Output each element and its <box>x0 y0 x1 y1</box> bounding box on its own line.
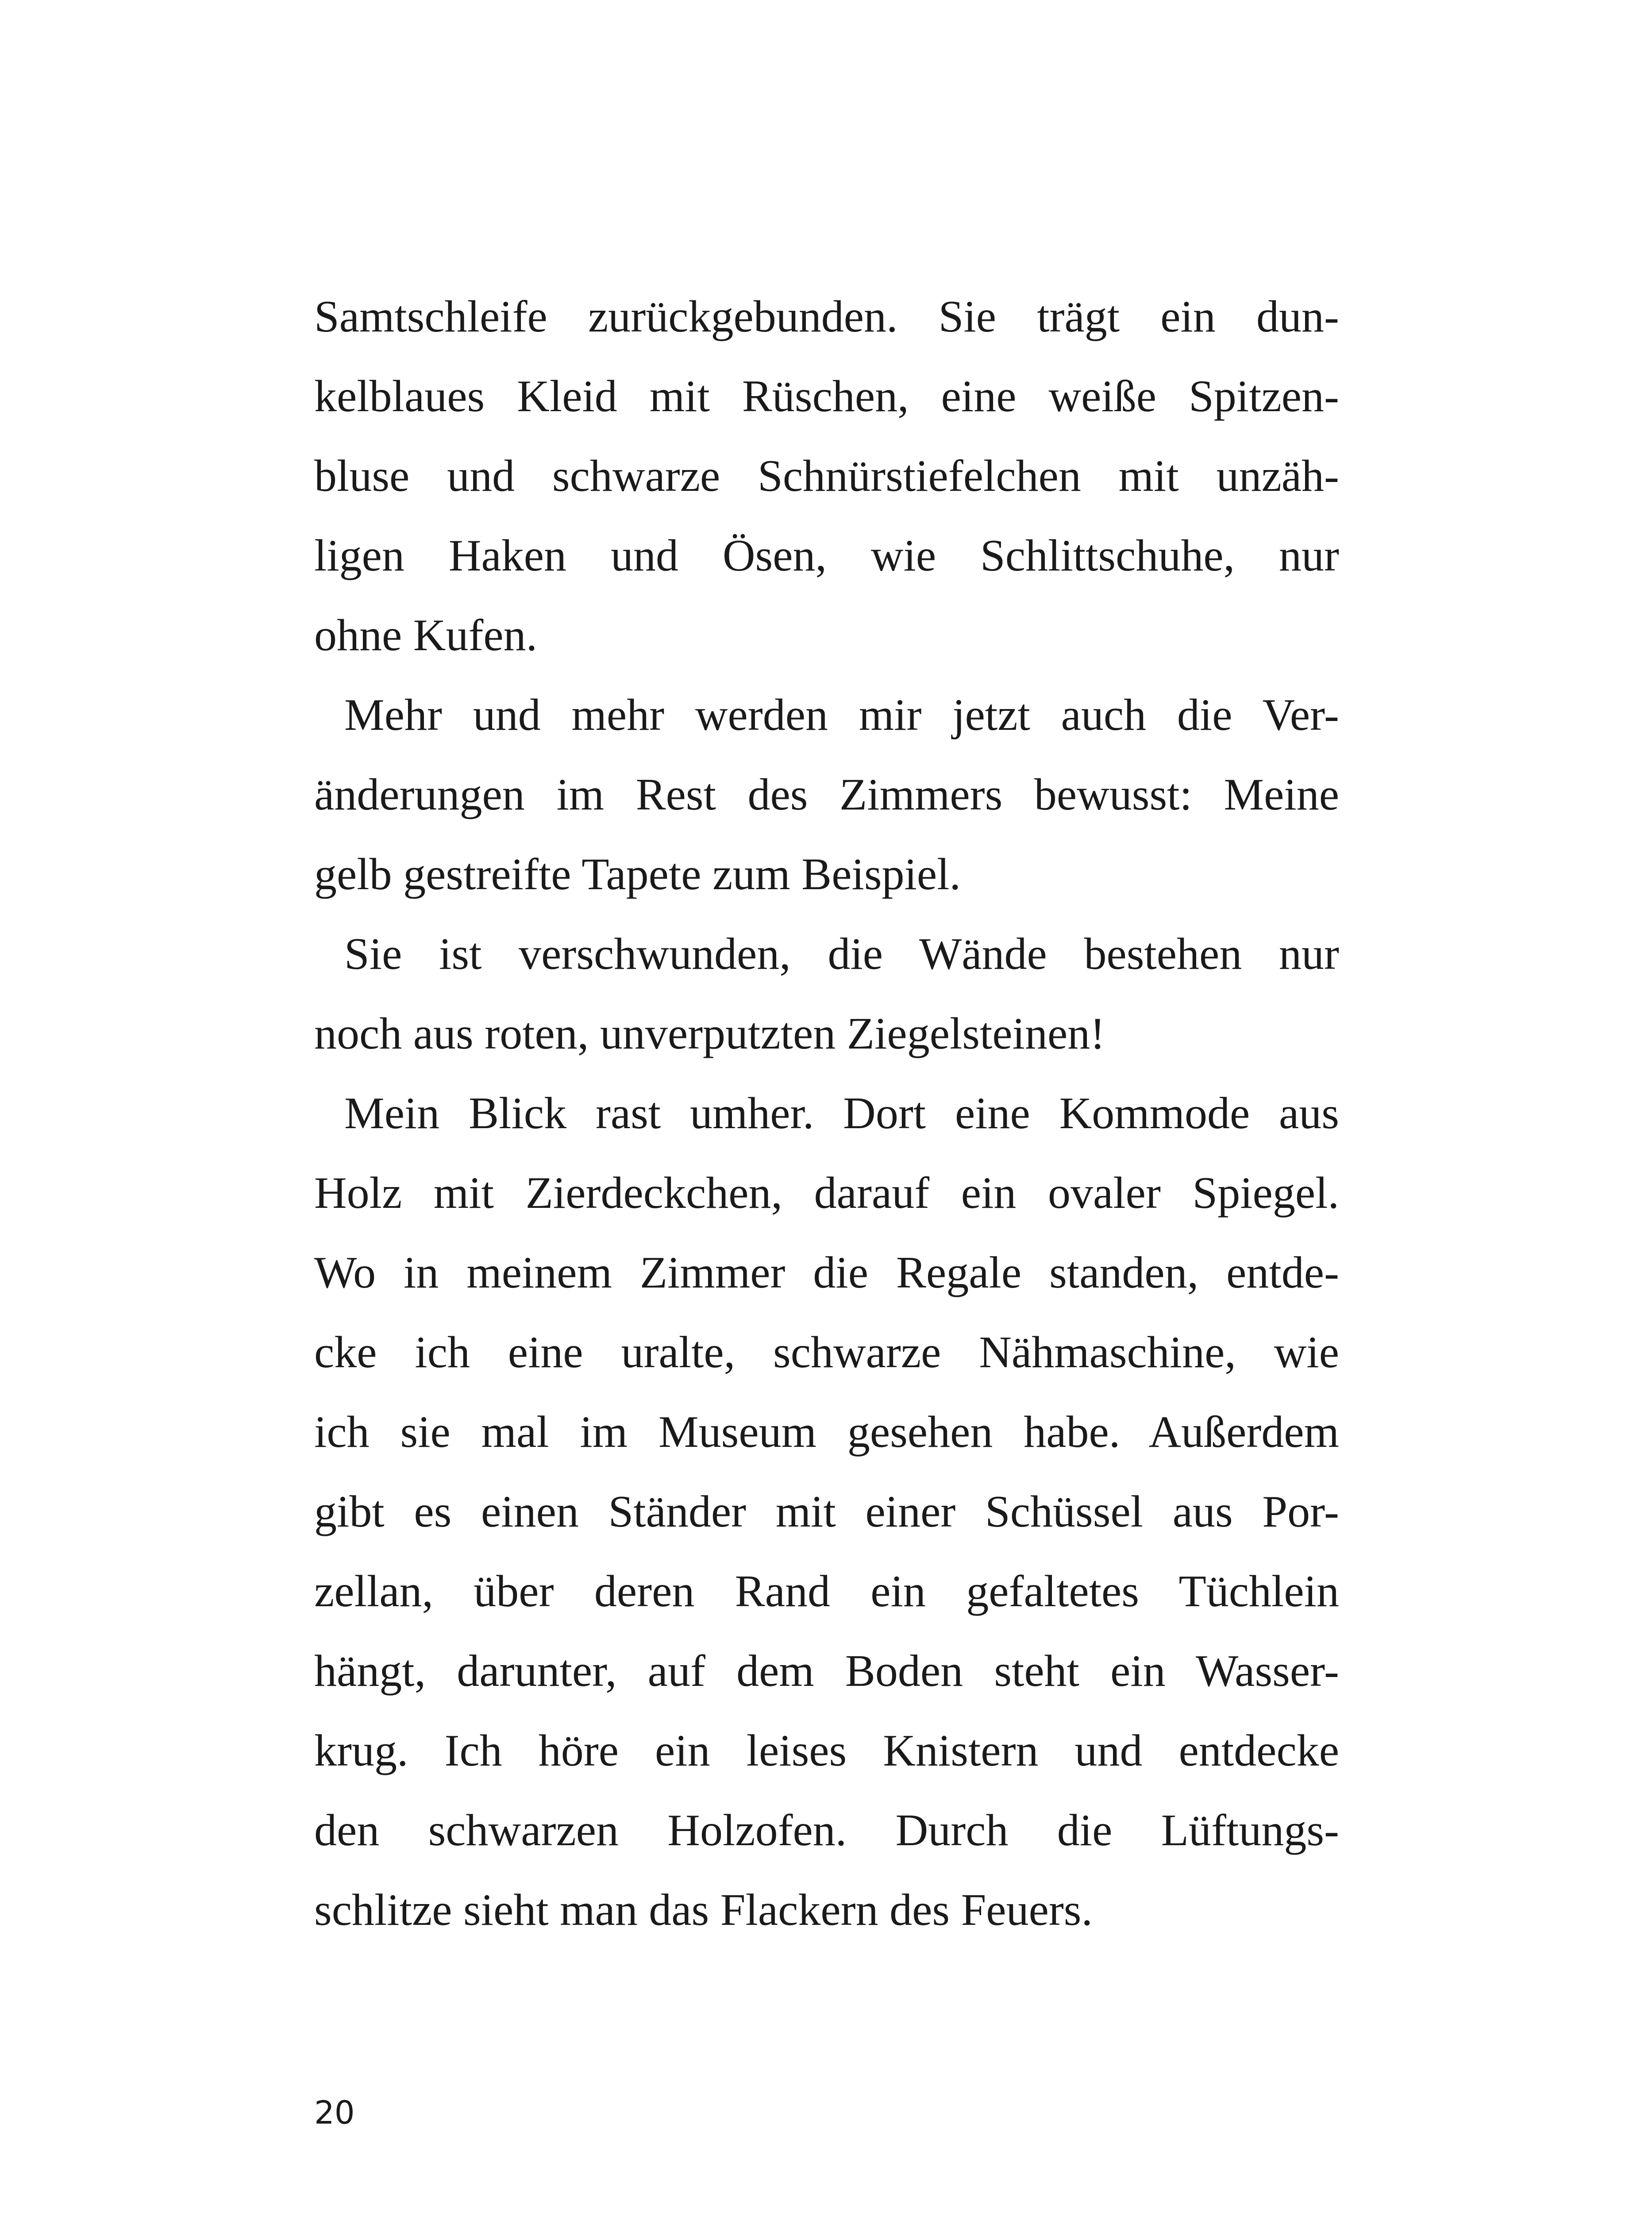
text-line: schlitze sieht man das Flackern des Feuers. <box>314 1885 1093 1935</box>
text-line: noch aus roten, unverputzten Ziegelsteinen! <box>314 1009 1105 1059</box>
text-line: bluse und schwarze Schnürstiefelchen mit unzäh- <box>314 451 1339 501</box>
text-line: Wo in meinem Zimmer die Regale standen, entde- <box>314 1248 1339 1298</box>
text-line: gibt es einen Ständer mit einer Schüssel aus Por- <box>314 1487 1339 1537</box>
text-line: kelblaues Kleid mit Rüschen, eine weiße Spitzen- <box>314 371 1339 421</box>
text-line: den schwarzen Holzofen. Durch die Lüftungs- <box>314 1805 1339 1855</box>
text-line: krug. Ich höre ein leises Knistern und entdecke <box>314 1726 1339 1776</box>
text-line: gelb gestreifte Tapete zum Beispiel. <box>314 849 961 899</box>
text-line: Sie ist verschwunden, die Wände bestehen nur <box>344 929 1339 979</box>
text-line: ohne Kufen. <box>314 610 538 660</box>
text-line: Mein Blick rast umher. Dort eine Kommode aus <box>344 1088 1339 1138</box>
page-number: 20 <box>314 2094 355 2131</box>
text-line: Mehr und mehr werden mir jetzt auch die Ver- <box>344 690 1339 740</box>
text-line: zellan, über deren Rand ein gefaltetes Tüchlein <box>314 1566 1339 1616</box>
text-line: ich sie mal im Museum gesehen habe. Außerdem <box>314 1407 1339 1457</box>
text-line: Samtschleife zurückgebunden. Sie trägt ein dun- <box>314 292 1339 342</box>
body-text <box>314 277 1339 1950</box>
text-line: Holz mit Zierdeckchen, darauf ein ovaler Spiegel. <box>314 1168 1339 1218</box>
text-line: hängt, darunter, auf dem Boden steht ein Wasser- <box>314 1646 1339 1696</box>
text-line: cke ich eine uralte, schwarze Nähmaschine, wie <box>314 1327 1339 1377</box>
text-line: ligen Haken und Ösen, wie Schlittschuhe, nur <box>314 531 1339 581</box>
text-line: änderungen im Rest des Zimmers bewusst: Meine <box>314 770 1339 820</box>
